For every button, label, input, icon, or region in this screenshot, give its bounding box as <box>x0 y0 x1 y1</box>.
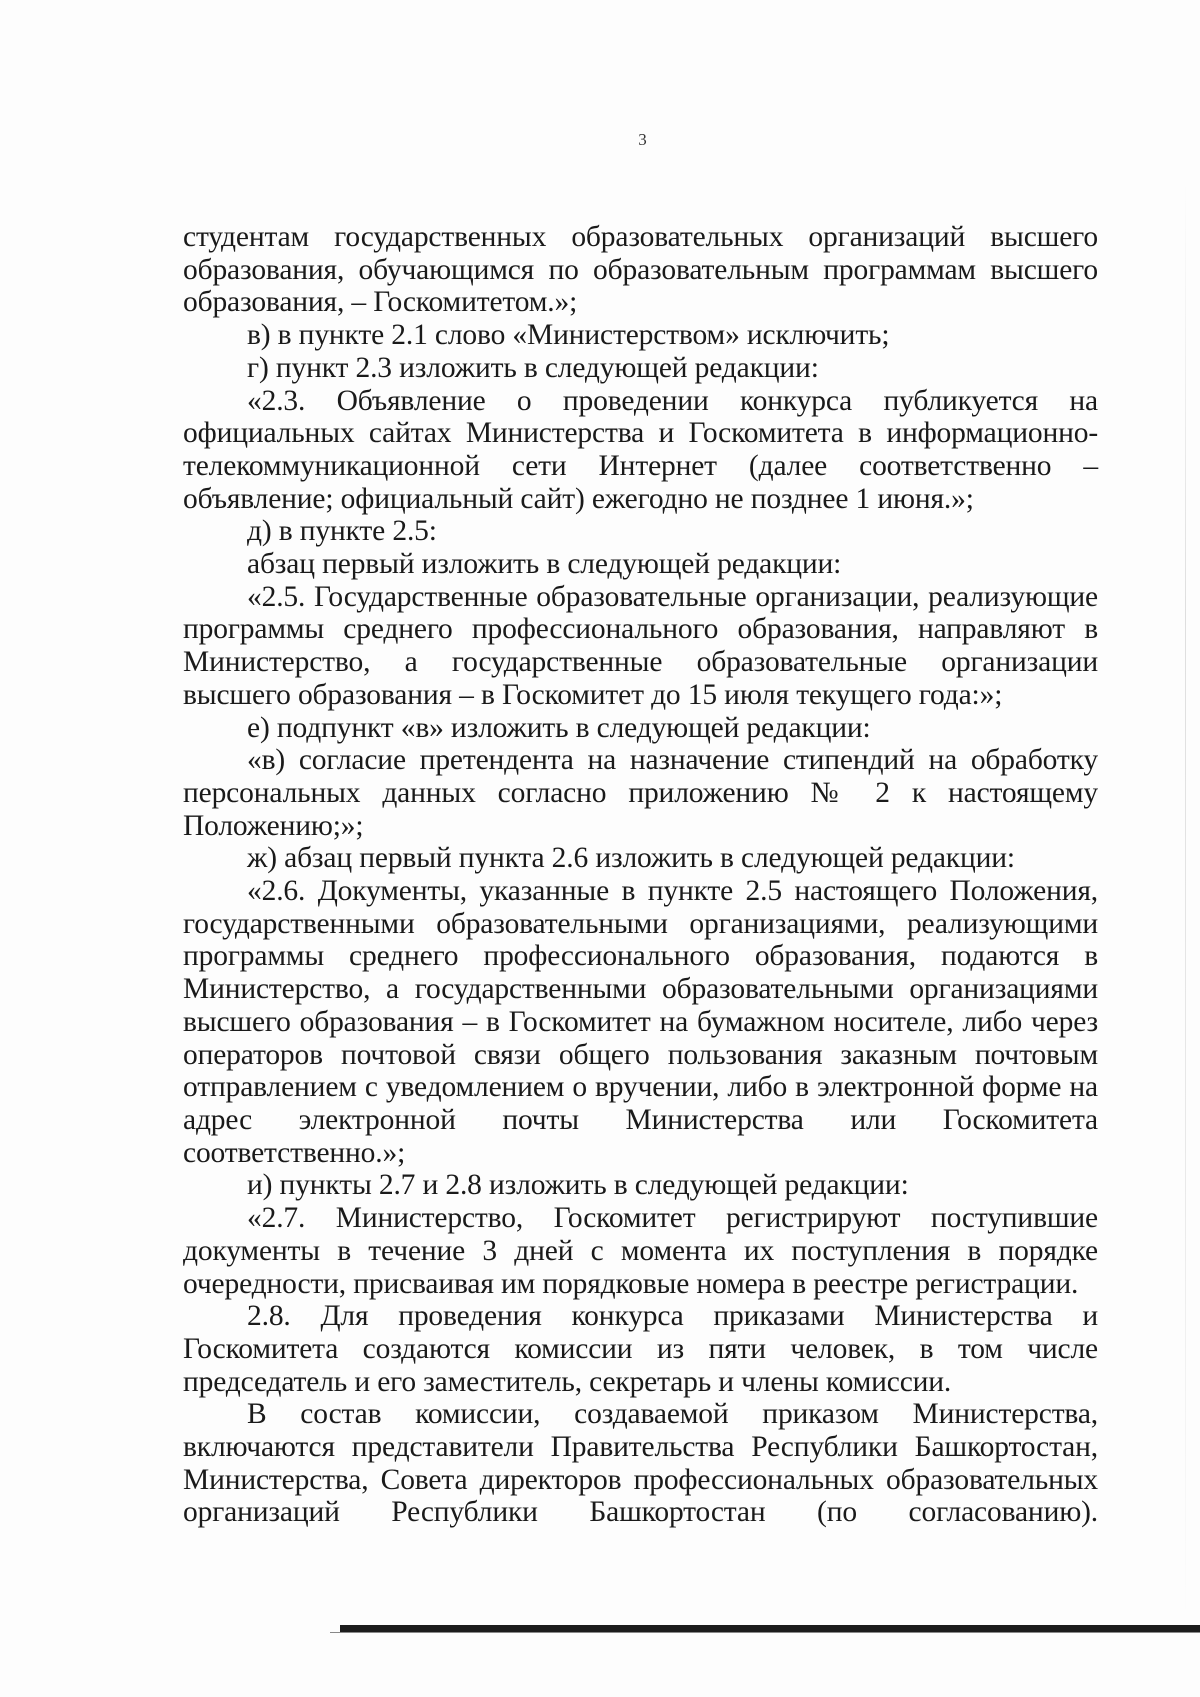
paragraph-item-i: и) пункты 2.7 и 2.8 изложить в следующей редакции: <box>247 1169 909 1202</box>
paragraph-item-e: е) подпункт «в» изложить в следующей редакции: <box>247 711 871 744</box>
paragraph-item-v: в) в пункте 2.1 слово «Министерством» исключить; <box>247 319 890 352</box>
paragraph-commission-composition: В состав комиссии, создаваемой приказом Министерства, включаются представители Правительства Республики Башкортостан, Министерства, Совета директоров профессиональных образовательных организаций Республики Башкортостан (по согласованию). <box>183 1398 1098 1529</box>
paragraph-item-d: д) в пункте 2.5: <box>247 515 437 548</box>
paragraph-clause-2-8: 2.8. Для проведения конкурса приказами Министерства и Госкомитета создаются комиссии из пяти человек, в том числе председатель и его заместитель, секретарь и члены комиссии. <box>183 1300 1098 1398</box>
paragraph-item-g: г) пункт 2.3 изложить в следующей редакции: <box>247 351 819 384</box>
paragraph-item-zh: ж) абзац первый пункта 2.6 изложить в следующей редакции: <box>247 842 1015 875</box>
paragraph-first-abzats: абзац первый изложить в следующей редакции: <box>247 548 842 581</box>
document-body <box>183 221 1098 1529</box>
paragraph-clause-2-6: «2.6. Документы, указанные в пункте 2.5 настоящего Положения, государственными образовательными организациями, реализующими программы среднего профессионального образования, подаются в Министерство, а государственными образовательными организациями высшего образования – в Госкомитет на бумажном носителе, либо через операторов почтовой связи общего пользования заказным почтовым отправлением с уведомлением о вручении, либо в электронной форме на адрес электронной почты Министерства или Госкомитета соответственно.»; <box>183 875 1098 1169</box>
paragraph-clause-2-7: «2.7. Министерство, Госкомитет регистрируют поступившие документы в течение 3 дней с момента их поступления в порядке очередности, присваивая им порядковые номера в реестре регистрации. <box>183 1202 1098 1300</box>
bottom-scan-line <box>330 1632 1200 1633</box>
bottom-scan-bar <box>340 1625 1200 1632</box>
paragraph-subitem-v: «в) согласие претендента на назначение стипендий на обработку персональных данных согласно приложению № 2 к настоящему Положению;»; <box>183 744 1098 842</box>
paragraph-clause-2-3: «2.3. Объявление о проведении конкурса публикуется на официальных сайтах Министерства и Госкомитета в информационно-телекоммуникационной сети Интернет (далее соответственно – объявление; официальный сайт) ежегодно не позднее 1 июня.»; <box>183 384 1098 515</box>
paragraph-clause-2-5: «2.5. Государственные образовательные организации, реализующие программы среднего профессионального образования, направляют в Министерство, а государственные образовательные организации высшего образования – в Госкомитет до 15 июля текущего года:»; <box>183 580 1098 711</box>
scan-edge-shadow <box>1185 180 1186 1620</box>
paragraph-continuation: студентам государственных образовательных организаций высшего образования, обучающимся по образовательным программам высшего образования, – Госкомитетом.»; <box>183 221 1098 319</box>
page-number: 3 <box>638 130 647 149</box>
